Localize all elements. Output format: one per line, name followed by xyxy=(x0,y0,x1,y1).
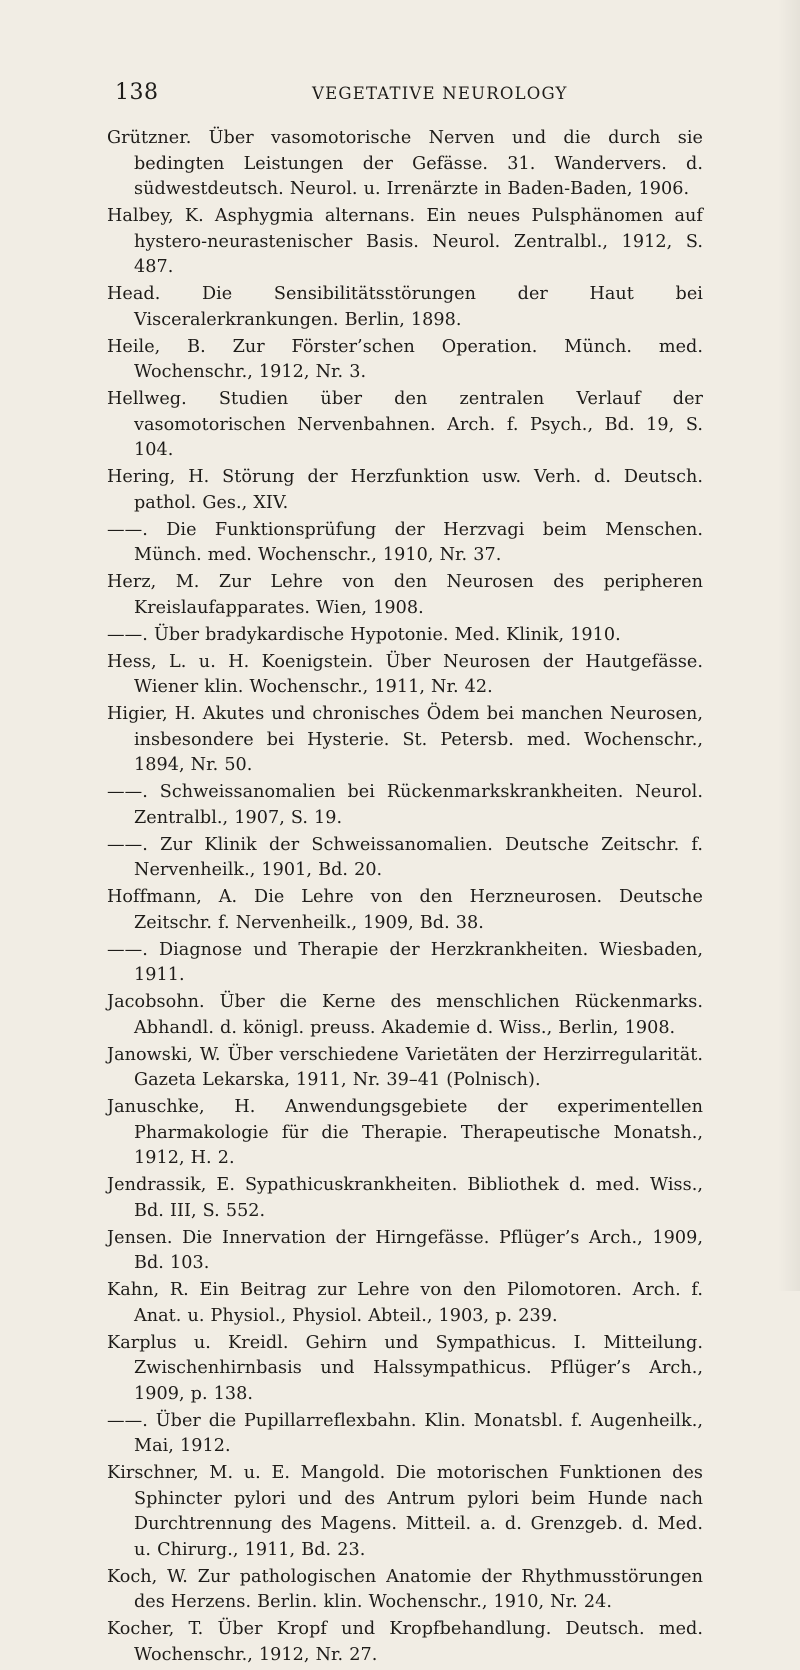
page-header xyxy=(107,76,697,106)
bibliography-entry: ——. Schweissanomalien bei Rückenmarkskrankheiten. Neurol. Zentralbl., 1907, S. 19. xyxy=(107,782,703,828)
bibliography-entry: Grützner. Über vasomotorische Nerven und die durch sie bedingten Leistungen der Gefässe. 31. Wandervers. d. südwestdeutsch. Neurol. u. Irrenärzte in Baden-Baden, 1906. xyxy=(107,128,703,200)
bibliography-list xyxy=(107,126,703,1670)
bibliography-entry: Kahn, R. Ein Beitrag zur Lehre von den Pilomotoren. Arch. f. Anat. u. Physiol., Physiol. Abteil., 1903, p. 239. xyxy=(107,1280,703,1326)
bibliography-entry: Heile, B. Zur Förster’schen Operation. Münch. med. Wochenschr., 1912, Nr. 3. xyxy=(107,336,703,383)
bibliography-entry: Koch, W. Zur pathologischen Anatomie der Rhythmusstörungen des Herzens. Berlin. klin. Wochenschr., 1910, Nr. 24. xyxy=(107,1566,703,1613)
bibliography-entry: Karplus u. Kreidl. Gehirn und Sympathicus. I. Mitteilung. Zwischenhirnbasis und Halssympathicus. Pflüger’s Arch., 1909, p. 138. xyxy=(107,1332,703,1404)
bibliography-entry: Hering, H. Störung der Herzfunktion usw. Verh. d. Deutsch. pathol. Ges., XIV. xyxy=(107,467,703,513)
bibliography-entry: ——. Die Funktionsprüfung der Herzvagi beim Menschen. Münch. med. Wochenschr., 1910, Nr. 37. xyxy=(107,519,703,566)
bibliography-entry: ——. Über die Pupillarreflexbahn. Klin. Monatsbl. f. Augenheilk., Mai, 1912. xyxy=(107,1410,703,1457)
bibliography-entry: Jendrassik, E. Sypathicuskrankheiten. Bibliothek d. med. Wiss., Bd. III, S. 552. xyxy=(107,1175,703,1221)
bibliography-entry: Hoffmann, A. Die Lehre von den Herzneurosen. Deutsche Zeitschr. f. Nervenheilk., 1909, Bd. 38. xyxy=(107,887,703,933)
bibliography-entry: ——. Über bradykardische Hypotonie. Med. Klinik, 1910. xyxy=(107,624,621,645)
bibliography-entry: Janowski, W. Über verschiedene Varietäten der Herzirregularität. Gazeta Lekarska, 1911, Nr. 39–41 (Polnisch). xyxy=(107,1044,703,1091)
bibliography-entry: Herz, M. Zur Lehre von den Neurosen des peripheren Kreislaufapparates. Wien, 1908. xyxy=(107,572,703,618)
page-edge-shadow xyxy=(778,0,800,1291)
bibliography-entry: ——. Zur Klinik der Schweissanomalien. Deutsche Zeitschr. f. Nervenheilk., 1901, Bd. 20. xyxy=(107,834,703,881)
bibliography-entry: Jensen. Die Innervation der Hirngefässe. Pflüger’s Arch., 1909, Bd. 103. xyxy=(107,1227,703,1274)
bibliography-entry: Kirschner, M. u. E. Mangold. Die motorischen Funktionen des Sphincter pylori und des Antrum pylori beim Hunde nach Durchtrennung des Magens. Mitteil. a. d. Grenzgeb. d. Med. u. Chirurg., 1911, Bd. 23. xyxy=(107,1463,703,1560)
bibliography-entry: Halbey, K. Asphygmia alternans. Ein neues Pulsphänomen auf hystero-neurastenischer Basis. Neurol. Zentralbl., 1912, S. 487. xyxy=(107,206,703,278)
page-number: 138 xyxy=(115,80,159,105)
bibliography-entry: ——. Diagnose und Therapie der Herzkrankheiten. Wiesbaden, 1911. xyxy=(107,939,703,986)
bibliography-entry: Higier, H. Akutes und chronisches Ödem bei manchen Neurosen, insbesondere bei Hysterie. St. Petersb. med. Wochenschr., 1894, Nr. 50. xyxy=(107,704,703,776)
bibliography-entry: Januschke, H. Anwendungsgebiete der experimentellen Pharmakologie für die Therapie. Therapeutische Monatsh., 1912, H. 2. xyxy=(107,1097,703,1169)
bibliography-entry: Head. Die Sensibilitätsstörungen der Haut bei Visceralerkrankungen. Berlin, 1898. xyxy=(107,284,703,330)
bibliography-entry: Hellweg. Studien über den zentralen Verlauf der vasomotorischen Nervenbahnen. Arch. f. Psych., Bd. 19, S. 104. xyxy=(107,389,703,461)
bibliography-entry: Kocher, T. Über Kropf und Kropfbehandlung. Deutsch. med. Wochenschr., 1912, Nr. 27. xyxy=(107,1619,703,1665)
bibliography-entry: Hess, L. u. H. Koenigstein. Über Neurosen der Hautgefässe. Wiener klin. Wochenschr., 1911, Nr. 42. xyxy=(107,651,703,698)
running-title: VEGETATIVE NEUROLOGY xyxy=(312,84,568,103)
bibliography-entry: Jacobsohn. Über die Kerne des menschlichen Rückenmarks. Abhandl. d. königl. preuss. Akademie d. Wiss., Berlin, 1908. xyxy=(107,992,703,1038)
